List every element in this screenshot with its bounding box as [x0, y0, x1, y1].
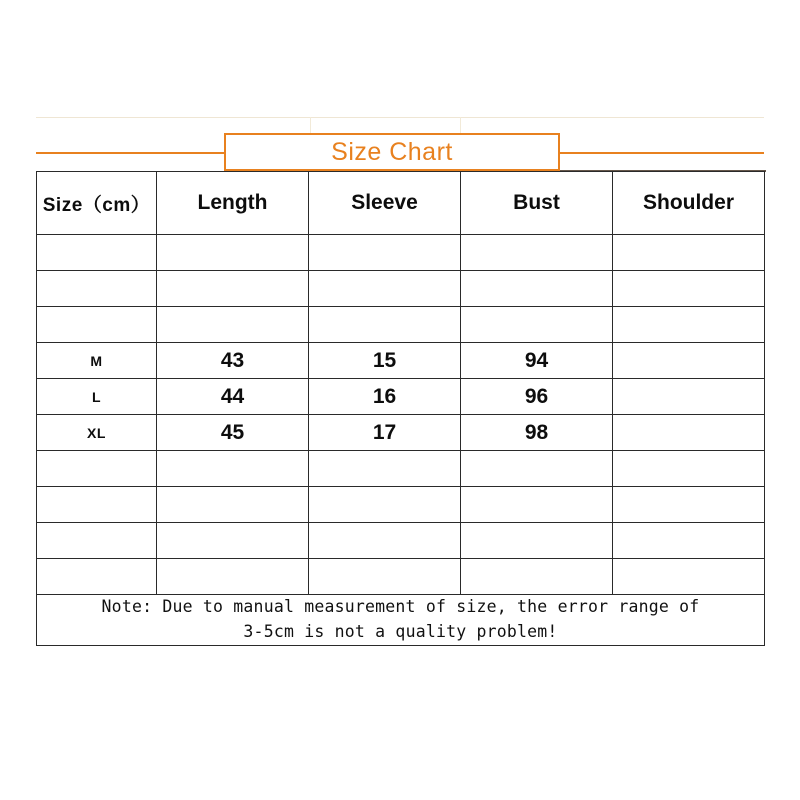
- cell-bust: 98: [461, 415, 613, 451]
- cell-sleeve: [309, 235, 461, 271]
- cell-length: 44: [157, 379, 309, 415]
- table-row: [37, 235, 765, 271]
- cell-bust: [461, 523, 613, 559]
- table-row: [37, 451, 765, 487]
- page-title: Size Chart: [331, 137, 453, 166]
- cell-length: [157, 523, 309, 559]
- cell-size: M: [37, 343, 157, 379]
- cell-shoulder: [613, 235, 765, 271]
- cell-shoulder: [613, 559, 765, 595]
- note-line-1: Note: Due to manual measurement of size, the error range of: [101, 597, 700, 616]
- title-box: [224, 133, 560, 171]
- cell-size: [37, 523, 157, 559]
- cell-shoulder: [613, 415, 765, 451]
- cell-bust: [461, 271, 613, 307]
- cell-bust: [461, 235, 613, 271]
- table-row: [37, 523, 765, 559]
- cell-size: [37, 451, 157, 487]
- cell-length: [157, 559, 309, 595]
- cell-shoulder: [613, 451, 765, 487]
- column-header-bust: Bust: [461, 172, 613, 235]
- cell-sleeve: [309, 523, 461, 559]
- cell-shoulder: [613, 523, 765, 559]
- cell-shoulder: [613, 487, 765, 523]
- cell-length: [157, 271, 309, 307]
- note-row: [37, 595, 765, 646]
- note-line-2: 3-5cm is not a quality problem!: [243, 621, 558, 641]
- cell-size: XL: [37, 415, 157, 451]
- table-row: [37, 271, 765, 307]
- table-row: [37, 307, 765, 343]
- cell-shoulder: [613, 307, 765, 343]
- cell-bust: [461, 307, 613, 343]
- column-header-size: Size（cm）: [37, 172, 157, 235]
- cell-sleeve: [309, 487, 461, 523]
- cell-size: [37, 559, 157, 595]
- cell-sleeve: 17: [309, 415, 461, 451]
- cell-length: [157, 307, 309, 343]
- table-row: [37, 415, 765, 451]
- cell-size: [37, 307, 157, 343]
- column-header-shoulder: Shoulder: [613, 172, 765, 235]
- table-row: [37, 379, 765, 415]
- size-chart-table: [36, 171, 765, 646]
- column-header-sleeve: Sleeve: [309, 172, 461, 235]
- cell-shoulder: [613, 379, 765, 415]
- cell-sleeve: [309, 559, 461, 595]
- column-header-length: Length: [157, 172, 309, 235]
- cell-bust: 96: [461, 379, 613, 415]
- table-header-row: [37, 172, 765, 235]
- cell-sleeve: 16: [309, 379, 461, 415]
- header-guide-line: [36, 117, 764, 118]
- cell-sleeve: 15: [309, 343, 461, 379]
- cell-length: [157, 451, 309, 487]
- table-row: [37, 487, 765, 523]
- cell-size: [37, 271, 157, 307]
- table-row: [37, 559, 765, 595]
- cell-length: [157, 235, 309, 271]
- cell-length: [157, 487, 309, 523]
- cell-length: 45: [157, 415, 309, 451]
- cell-sleeve: [309, 271, 461, 307]
- cell-bust: 94: [461, 343, 613, 379]
- cell-size: [37, 235, 157, 271]
- cell-size: [37, 487, 157, 523]
- cell-size: L: [37, 379, 157, 415]
- cell-bust: [461, 487, 613, 523]
- cell-shoulder: [613, 271, 765, 307]
- cell-sleeve: [309, 451, 461, 487]
- cell-bust: [461, 451, 613, 487]
- measurement-note: [37, 595, 765, 646]
- cell-length: 43: [157, 343, 309, 379]
- table-row: [37, 343, 765, 379]
- cell-shoulder: [613, 343, 765, 379]
- cell-bust: [461, 559, 613, 595]
- cell-sleeve: [309, 307, 461, 343]
